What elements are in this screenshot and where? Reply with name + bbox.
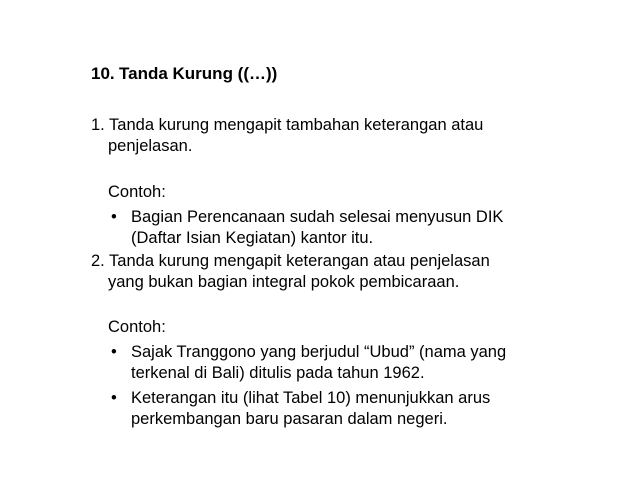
item-1-text-line2: penjelasan. (108, 137, 193, 155)
section-title: Tanda Kurung ((…)) (119, 64, 278, 83)
item-1-text-line1: 1. Tanda kurung mengapit tambahan keterangan atau (91, 116, 484, 134)
item-1-example-label: Contoh: (108, 183, 166, 201)
section-heading (91, 63, 277, 85)
bullet-icon: • (111, 343, 117, 361)
item-2-example-2-line1: Keterangan itu (lihat Tabel 10) menunjukkan arus (131, 389, 491, 407)
bullet-icon: • (111, 389, 117, 407)
item-2-example-2-line2: perkembangan baru pasaran dalam negeri. (131, 410, 448, 428)
item-2-text-line2: yang bukan bagian integral pokok pembicaraan. (108, 273, 460, 291)
item-2-example-1-line2: terkenal di Bali) ditulis pada tahun 1962. (131, 364, 425, 382)
item-2-example-1-line1: Sajak Tranggono yang berjudul “Ubud” (nama yang (131, 343, 507, 361)
item-2-example-label: Contoh: (108, 318, 166, 336)
item-1-example-1-line2: (Daftar Isian Kegiatan) kantor itu. (131, 229, 374, 247)
section-number: 10. (91, 64, 115, 83)
item-2-text-line1: 2. Tanda kurung mengapit keterangan atau penjelasan (91, 252, 490, 270)
item-1-example-1-line1: Bagian Perencanaan sudah selesai menyusun DIK (131, 208, 504, 226)
bullet-icon: • (111, 208, 117, 226)
